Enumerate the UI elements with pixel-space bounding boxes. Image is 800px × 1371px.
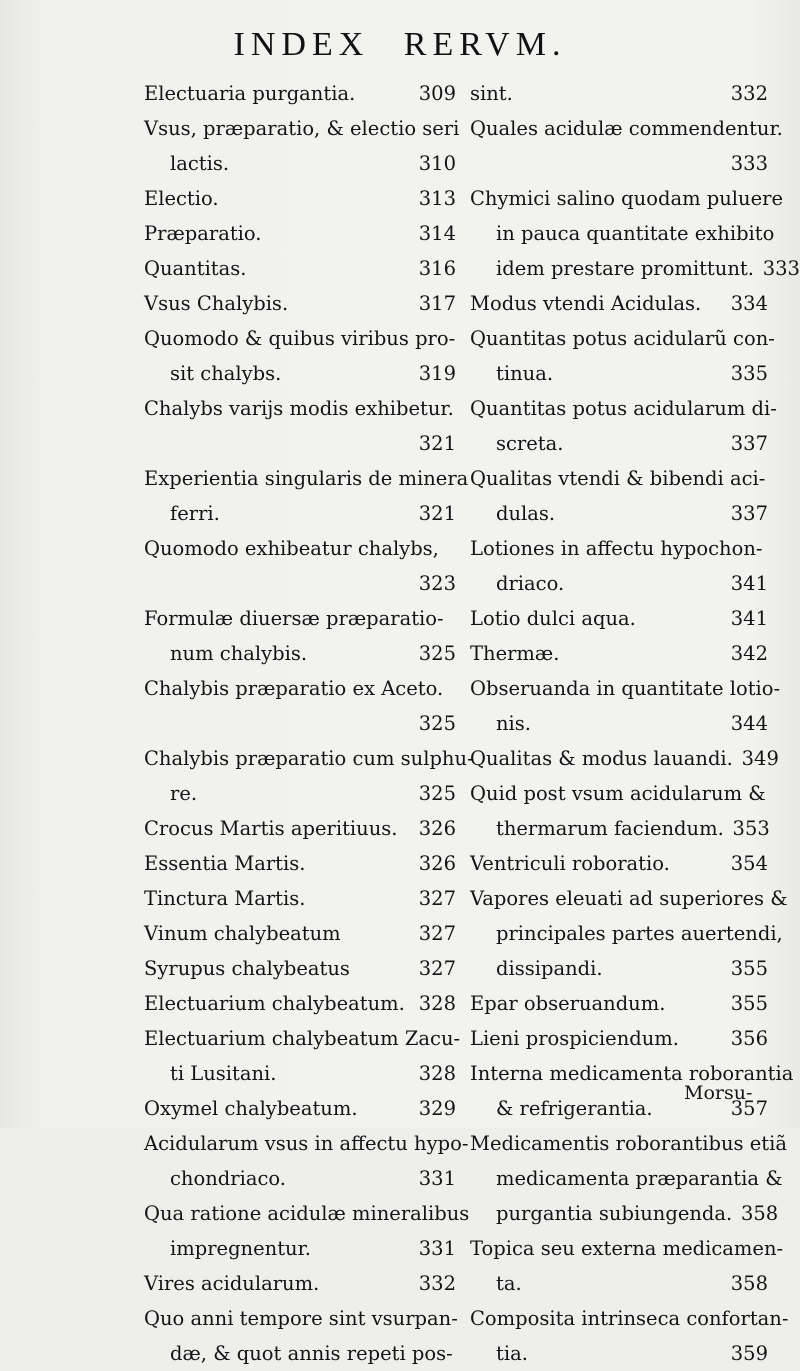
index-entry-text: Præparatio. [144,222,262,245]
index-entry-page-number: 327 [418,957,456,980]
index-entry-text: medicamenta præparantia & [496,1167,783,1190]
index-entry-text: Medicamentis roborantibus etiã [470,1132,787,1155]
index-entry-page-number: 314 [418,222,456,245]
index-entry-page-number: 327 [418,922,456,945]
index-entry-text: sit chalybs. [170,362,282,385]
index-entry-text: sint. [470,82,513,105]
index-entry [144,146,456,181]
index-entry [144,811,456,846]
index-entry [470,1266,768,1301]
index-entry-page-number: 358 [740,1202,779,1225]
index-entry-text: in pauca quantitate exhibito [496,222,775,245]
index-entry-page-number: 319 [418,362,456,385]
index-entry-text: Essentia Martis. [144,852,306,875]
index-entry [144,1056,456,1091]
index-entry [470,286,768,321]
index-entry-text: Quantitas potus acidularum di- [470,397,777,420]
index-entry [144,1161,456,1196]
index-entry [470,251,800,286]
index-entry-text: Vapores eleuati ad superiores & [470,887,788,910]
index-entry-text: Chymici salino quodam puluere [470,187,783,210]
index-entry-text: screta. [496,432,564,455]
index-entry [144,1021,461,1056]
index-entry-page-number: 328 [418,1062,456,1085]
index-entry [144,1091,456,1126]
index-entry [470,1196,779,1231]
index-entry-text: purgantia subiungenda. [496,1202,733,1225]
index-entry-text: Lotiones in affectu hypochon- [470,537,763,560]
index-entry-text: Chalybis præparatio ex Aceto. [144,677,444,700]
index-entry [144,391,456,426]
index-entry [470,76,768,111]
index-entry-text: Chalybs varijs modis exhibetur. [144,397,454,420]
index-entry-text: dæ, & quot annis repeti pos- [170,1342,453,1365]
index-entry-page-number: 332 [730,82,768,105]
index-entry-text: Quantitas potus acidularũ con- [470,327,775,350]
index-entry-page-number: 332 [418,1272,456,1295]
index-entry-text: Vires acidularum. [144,1272,320,1295]
index-entry-text: Lieni prospiciendum. [470,1027,679,1050]
index-entry-text: ta. [496,1272,522,1295]
index-entry-text: tinua. [496,362,554,385]
index-entry [144,1231,456,1266]
index-entry-text: Quantitas. [144,257,247,280]
index-entry-text: Vsus Chalybis. [144,292,289,315]
index-entry-page-number: 331 [418,1237,456,1260]
index-entry [144,671,456,706]
index-entry-page-number: 317 [418,292,456,315]
index-entry-text: Qualitas vtendi & bibendi aci- [470,467,766,490]
index-entry-text: dissipandi. [496,957,603,980]
index-entry [470,426,768,461]
index-entry-page-number: 313 [418,187,456,210]
index-entry [470,321,775,356]
index-entry-text: Thermæ. [470,642,560,665]
index-entry-text: & refrigerantia. [496,1097,653,1120]
index-entry-page-number: 341 [730,572,768,595]
index-entry [144,461,469,496]
index-entry-text: Crocus Martis aperitiuus. [144,817,398,840]
index-entry [470,566,768,601]
index-entry-text: Vsus, præparatio, & electio seri [144,117,460,140]
index-entry-text: impregnentur. [170,1237,311,1260]
index-entry-text: Lotio dulci aqua. [470,607,636,630]
index-entry-text: Oxymel chalybeatum. [144,1097,358,1120]
index-entry-text: tia. [496,1342,528,1365]
index-entry [144,321,456,356]
index-entry-page-number: 337 [730,502,768,525]
index-entry-text: Interna medicamenta roborantia [470,1062,794,1085]
index-entry-text: Acidularum vsus in affectu hypo- [144,1132,469,1155]
index-entry [144,531,456,566]
index-entry-text: Epar obseruandum. [470,992,666,1015]
index-entry [470,776,768,811]
index-entry [144,706,456,741]
index-entry-page-number: 354 [730,852,768,875]
index-entry [144,426,456,461]
index-entry-text: Modus vtendi Acidulas. [470,292,702,315]
index-entry-text: Qualitas & modus lauandi. [470,747,733,770]
index-entry [470,1021,768,1056]
index-entry-text: Quomodo exhibeatur chalybs, [144,537,439,560]
catchword: Morsu- [684,1082,753,1104]
index-entry [144,566,456,601]
index-entry [470,461,768,496]
index-entry [470,146,768,181]
index-entry-page-number: 316 [418,257,456,280]
index-entry-text: driaco. [496,572,565,595]
index-entry [144,1196,470,1231]
left-index-column [144,76,474,1371]
index-entry-text: Electuarium chalybeatum Zacu- [144,1027,461,1050]
index-entry [470,356,768,391]
index-entry-page-number: 325 [418,712,456,735]
index-entry-text: Quid post vsum acidularum & [470,782,766,805]
index-entry-text: Ventriculi roboratio. [470,852,670,875]
index-entry [470,391,777,426]
index-entry-page-number: 325 [418,642,456,665]
index-entry-text: Electio. [144,187,219,210]
index-entry [470,111,783,146]
index-entry-text: Vinum chalybeatum [144,922,341,945]
index-entry-text: num chalybis. [170,642,308,665]
header-word-index: INDEX [233,26,370,63]
index-entry [470,601,768,636]
index-entry [144,286,456,321]
index-entry [470,671,781,706]
index-entry [144,741,474,776]
header-word-rerum: RERVM. [403,26,567,63]
index-entry [144,881,456,916]
index-entry [470,881,788,916]
index-entry-page-number: 341 [730,607,768,630]
index-entry [470,986,768,1021]
index-entry-page-number: 353 [732,817,770,840]
index-entry-text: principales partes auertendi, [496,922,783,945]
index-entry [470,1301,789,1336]
index-entry-text: nis. [496,712,532,735]
index-entry-page-number: 335 [730,362,768,385]
index-entry [144,181,456,216]
index-entry-page-number: 355 [730,992,768,1015]
index-entry [144,986,456,1021]
index-entry-page-number: 328 [418,992,456,1015]
index-entry-text: idem prestare promittunt. [496,257,754,280]
index-entry-page-number: 333 [730,152,768,175]
index-entry-text: Tinctura Martis. [144,887,306,910]
index-entry-page-number: 333 [762,257,800,280]
index-entry-page-number: 309 [418,82,456,105]
index-entry [144,111,460,146]
index-entry [470,916,783,951]
index-entry-text: Quales acidulæ commendentur. [470,117,783,140]
index-entry-text: Electuaria purgantia. [144,82,356,105]
index-entry-text: Composita intrinseca confortan- [470,1307,789,1330]
index-entry [144,951,456,986]
index-entry-text: Qua ratione acidulæ mineralibus [144,1202,470,1225]
index-entry-page-number: 327 [418,887,456,910]
index-entry [470,706,768,741]
index-entry [470,636,768,671]
index-entry-page-number: 331 [418,1167,456,1190]
index-entry [470,741,779,776]
index-entry [470,496,768,531]
index-entry [144,916,456,951]
index-entry [144,1301,456,1336]
index-entry-page-number: 349 [741,747,779,770]
index-entry-text: lactis. [170,152,230,175]
index-entry-page-number: 357 [730,1097,768,1120]
index-entry-page-number: 342 [730,642,768,665]
index-entry-text: Obseruanda in quantitate lotio- [470,677,781,700]
index-entry-text: re. [170,782,198,805]
index-entry [470,216,775,251]
index-entry [144,636,456,671]
index-entry [470,1126,787,1161]
index-entry-page-number: 337 [730,432,768,455]
index-entry-page-number: 334 [730,292,768,315]
index-entry-page-number: 344 [730,712,768,735]
index-entry-page-number: 325 [418,782,456,805]
index-entry-text: Quomodo & quibus viribus pro- [144,327,456,350]
index-entry-page-number: 321 [418,502,456,525]
index-entry-text: Chalybis præparatio cum sulphu- [144,747,474,770]
index-entry [144,1336,456,1371]
right-index-column [470,76,800,1371]
index-entry-page-number: 355 [730,957,768,980]
index-entry [144,601,456,636]
index-entry-text: ferri. [170,502,220,525]
index-entry [470,531,768,566]
index-entry [470,846,768,881]
index-entry-page-number: 310 [418,152,456,175]
index-entry-text: Syrupus chalybeatus [144,957,350,980]
index-entry [144,776,456,811]
index-entry-text: ti Lusitani. [170,1062,277,1085]
index-entry-page-number: 329 [418,1097,456,1120]
index-entry-page-number: 359 [730,1342,768,1365]
index-entry [144,1266,456,1301]
index-entry-text: Electuarium chalybeatum. [144,992,405,1015]
index-entry-page-number: 358 [730,1272,768,1295]
index-entry-text: Formulæ diuersæ præparatio- [144,607,444,630]
index-entry [144,251,456,286]
running-header [0,26,800,64]
index-entry [144,356,456,391]
index-entry-page-number: 326 [418,852,456,875]
index-entry [470,811,768,846]
index-entry [470,1231,784,1266]
index-entry-text: thermarum faciendum. [496,817,724,840]
index-entry [144,76,456,111]
index-entry-text: dulas. [496,502,556,525]
index-entry-text: chondriaco. [170,1167,286,1190]
index-entry [144,1126,469,1161]
index-entry-page-number: 356 [730,1027,768,1050]
index-entry [144,496,456,531]
index-entry-page-number: 321 [418,432,456,455]
index-entry-text: Topica seu externa medicamen- [470,1237,784,1260]
index-entry [144,846,456,881]
index-entry-page-number: 326 [418,817,456,840]
index-entry [470,951,768,986]
index-entry [144,216,456,251]
index-entry [470,1161,783,1196]
index-entry-page-number: 323 [418,572,456,595]
index-entry [470,1336,768,1371]
index-entry-text: Quo anni tempore sint vsurpan- [144,1307,458,1330]
index-entry-text: Experientia singularis de minera [144,467,469,490]
index-entry [470,181,783,216]
